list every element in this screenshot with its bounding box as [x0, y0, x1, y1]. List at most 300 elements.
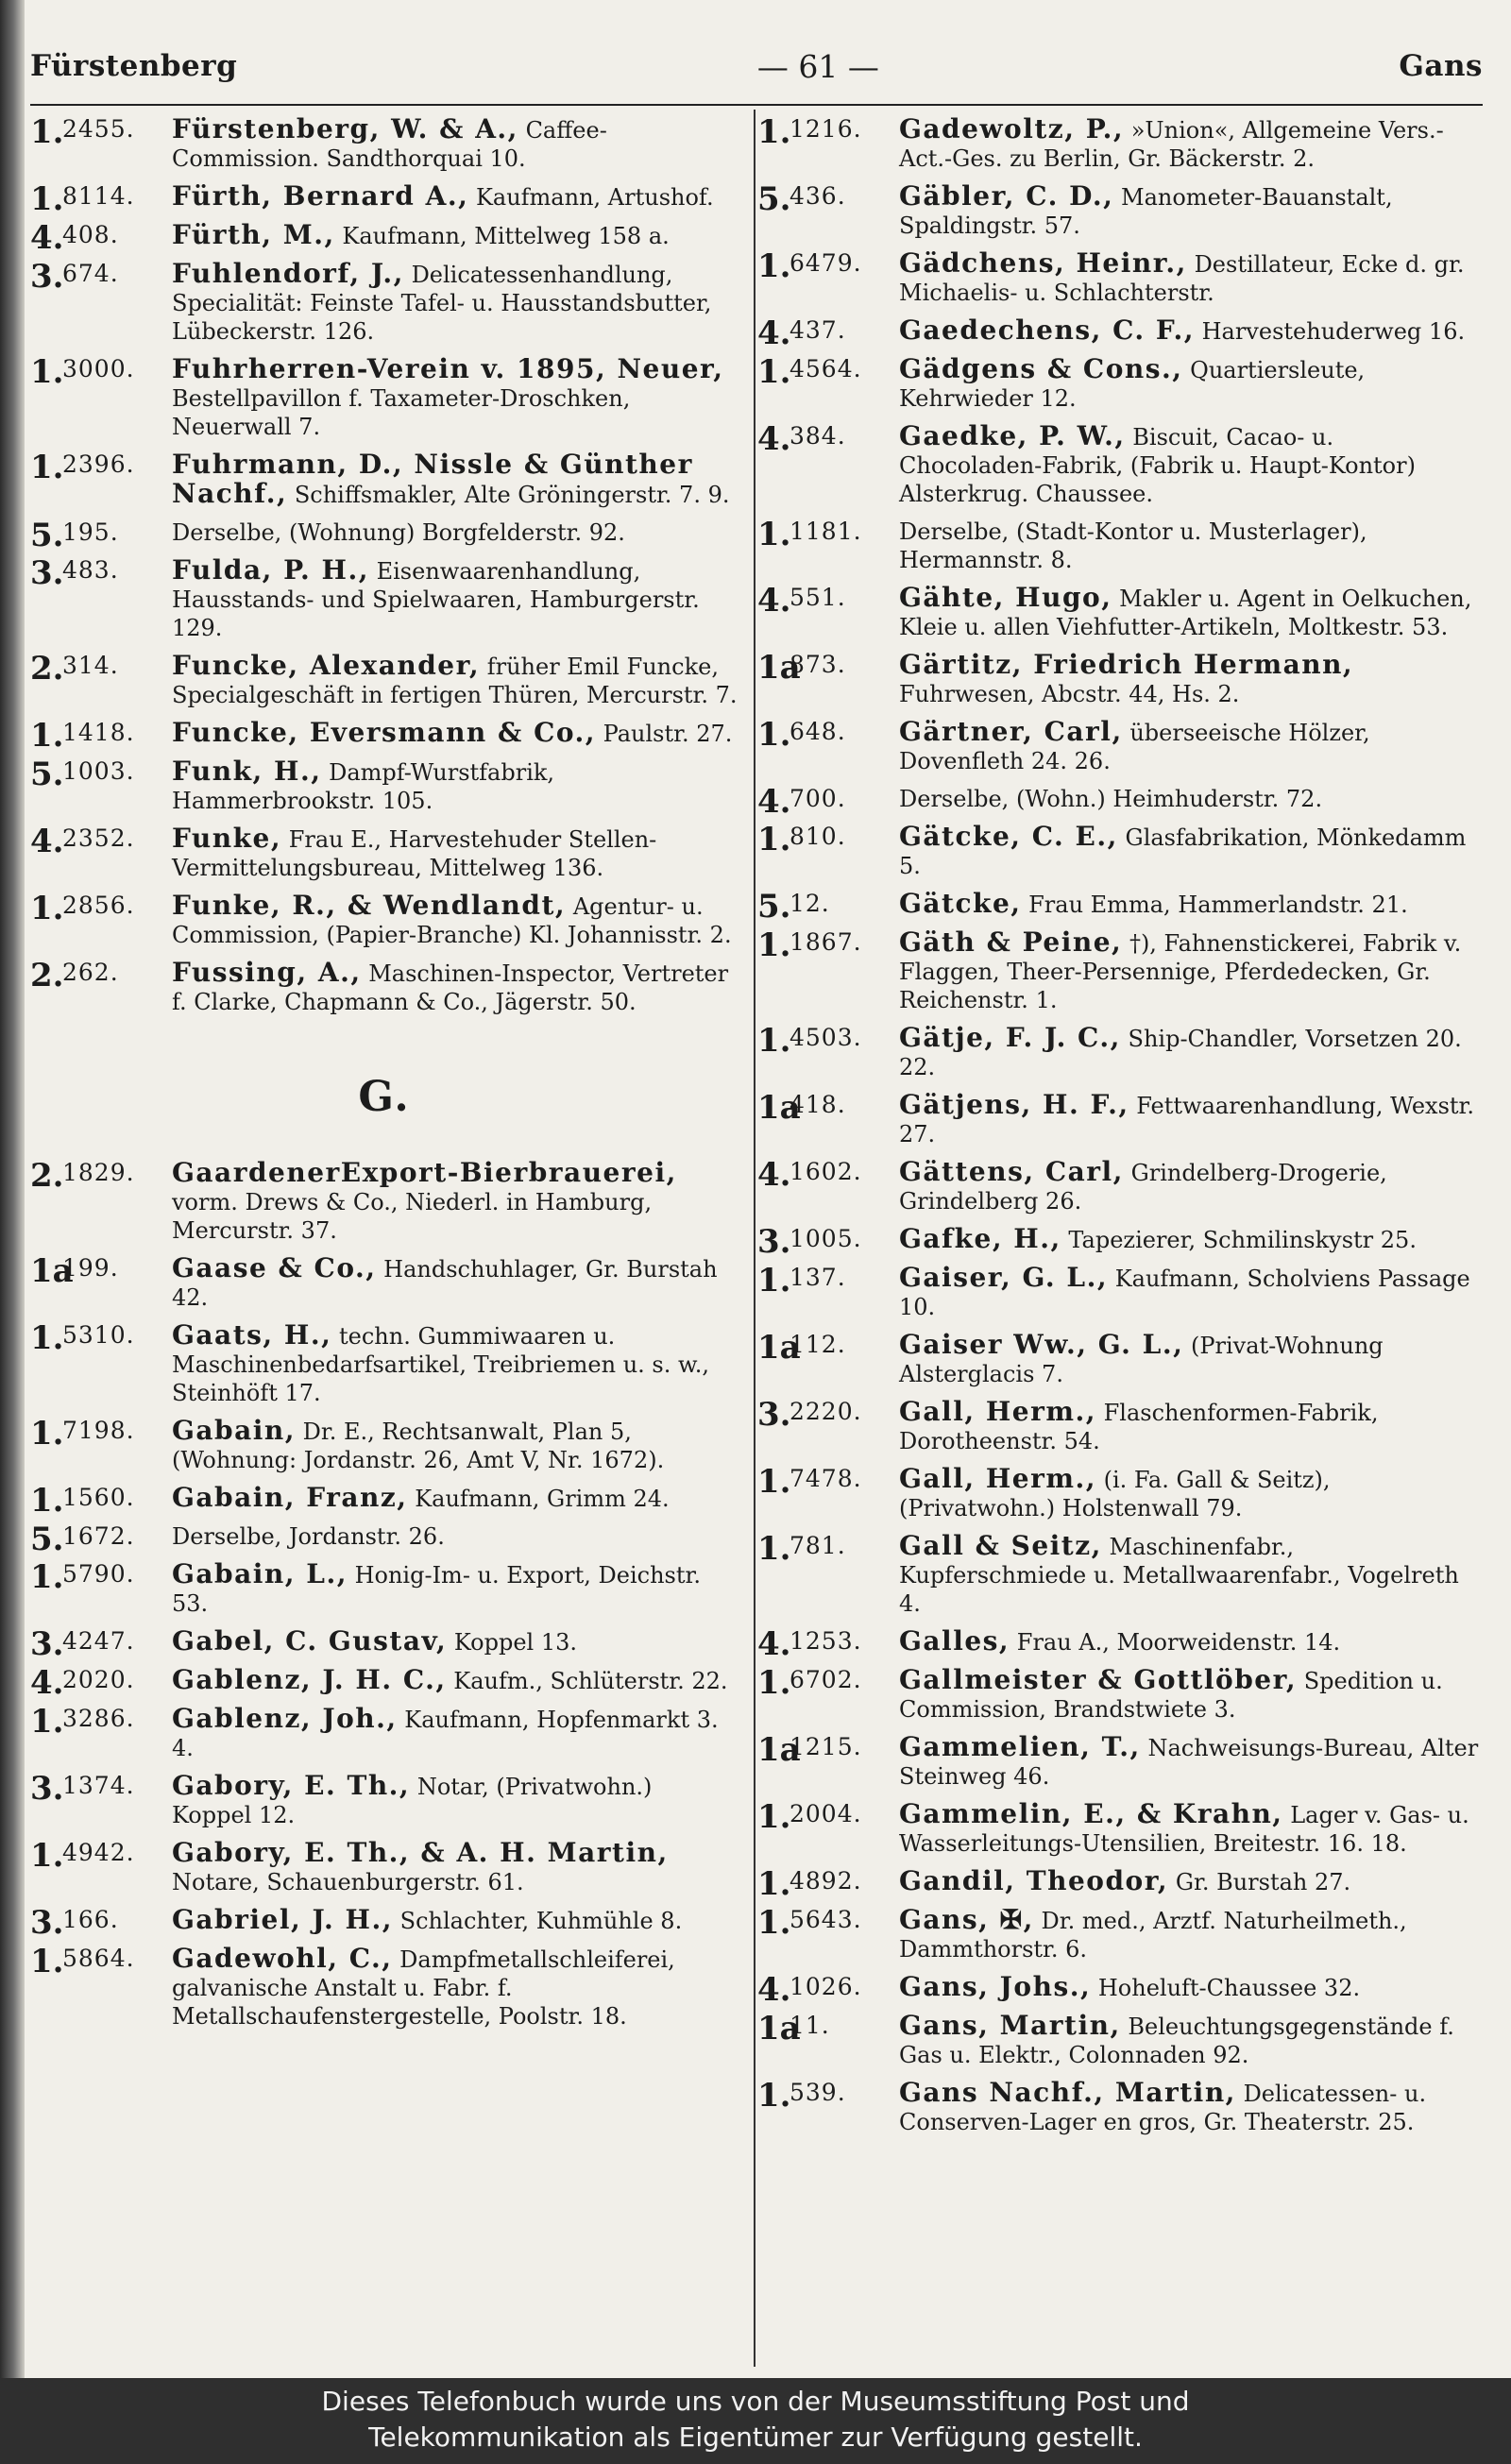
subscriber-name: Gablenz, J. H. C., — [172, 1664, 447, 1695]
subscriber-name: Galles, — [899, 1625, 1010, 1657]
subscriber-details: Maschinen-Inspector, Vertreter f. Clarke, Chapmann & Co., Jägerstr. 50. — [172, 960, 729, 1015]
subscriber-name: Fürth, Bernard A., — [172, 180, 469, 212]
entry-number — [30, 1482, 172, 1520]
subscriber-details: Schlachter, Kuhmühle 8. — [399, 1908, 683, 1934]
phone-number: 1026. — [789, 1973, 862, 2000]
directory-entry — [30, 757, 739, 815]
entry-number — [30, 180, 172, 218]
subscriber-name: Gall, Herm., — [899, 1396, 1096, 1427]
phone-number: 199. — [62, 1254, 119, 1282]
exchange-prefix: 1a — [757, 1329, 801, 1367]
entry-number — [757, 1396, 899, 1434]
subscriber-details: Dr. E., Rechtsanwalt, Plan 5, (Wohnung: Jordanstr. 26, Amt V, Nr. 1672). — [172, 1419, 665, 1473]
phone-number: 1003. — [62, 757, 135, 785]
entry-number — [30, 517, 172, 554]
directory-entry — [757, 2079, 1481, 2136]
exchange-prefix: 1a — [757, 2010, 801, 2048]
phone-number: 418. — [789, 1091, 846, 1118]
exchange-prefix: 1. — [757, 516, 791, 553]
subscriber-details: techn. Gummiwaaren u. Maschinenbedarfsartikel, Treibriemen u. s. w., Steinhöft 17. — [172, 1323, 709, 1406]
phone-number: 539. — [789, 2079, 846, 2106]
phone-number: 700. — [789, 785, 846, 812]
subscriber-details: Bestellpavillon f. Taxameter-Droschken, Neuerwall 7. — [172, 385, 631, 440]
directory-entry — [757, 1906, 1481, 1963]
entry-number — [757, 1865, 899, 1903]
directory-entry — [757, 1532, 1481, 1618]
exchange-prefix: 1. — [757, 1904, 791, 1942]
exchange-prefix: 1. — [30, 1319, 64, 1357]
subscriber-details: Gr. Burstah 27. — [1175, 1869, 1351, 1895]
subscriber-details: Agentur- u. Commission, (Papier-Branche) Kl. Johannisstr. 2. — [172, 893, 732, 948]
section-letter: G. — [358, 1073, 411, 1121]
entry-number — [30, 449, 172, 486]
exchange-prefix: 1. — [30, 1943, 64, 1980]
subscriber-name: Gätjens, H. F., — [899, 1089, 1129, 1120]
directory-entry — [757, 1024, 1481, 1081]
exchange-prefix: 1. — [757, 1022, 791, 1060]
subscriber-details: Frau E., Harvestehuder Stellen-Vermittelungsbureau, Mittelweg 136. — [172, 826, 657, 881]
phone-number: 5790. — [62, 1560, 135, 1588]
exchange-prefix: 1. — [30, 1703, 64, 1741]
subscriber-name: Gädgens & Cons., — [899, 353, 1183, 384]
entry-number — [30, 554, 172, 592]
entry-number — [757, 1664, 899, 1702]
subscriber-name: Gabain, Franz, — [172, 1482, 408, 1513]
directory-entry — [30, 1772, 739, 1829]
directory-entry — [757, 1331, 1481, 1388]
directory-entry — [757, 718, 1481, 775]
entry-number — [30, 1415, 172, 1453]
entry-number — [30, 823, 172, 860]
subscriber-name: Fuhrmann, D., Nissle & Günther Nachf., — [172, 449, 693, 509]
exchange-prefix: 4. — [757, 420, 791, 458]
subscriber-details: Kaufmann, Artushof. — [475, 184, 714, 211]
directory-entry — [30, 1521, 739, 1558]
subscriber-details: Nachweisungs-Bureau, Alter Steinweg 46. — [899, 1735, 1479, 1790]
phone-number: 4247. — [62, 1627, 135, 1655]
subscriber-details: Flaschenformen-Fabrik, Dorotheenstr. 54. — [899, 1400, 1379, 1454]
directory-entry — [757, 1666, 1481, 1724]
exchange-prefix: 1. — [757, 1798, 791, 1836]
directory-entry — [30, 1945, 739, 2031]
entry-number — [30, 1904, 172, 1942]
subscriber-name: Gans Nachf., Martin, — [899, 2077, 1236, 2108]
subscriber-name: Fussing, A., — [172, 957, 362, 988]
entry-number — [30, 1558, 172, 1596]
subscriber-details: Honig-Im- u. Export, Deichstr. 53. — [172, 1562, 701, 1617]
subscriber-name: Gans, ✠, — [899, 1904, 1034, 1935]
subscriber-details: Kaufm., Schlüterstr. 22. — [453, 1668, 728, 1694]
directory-entry — [30, 892, 739, 949]
subscriber-details: Delicatessenhandlung, Specialität: Feinste Tafel- u. Hausstandsbutter, Lübeckerstr. 126. — [172, 262, 712, 345]
directory-entry — [30, 1417, 739, 1474]
entry-number — [757, 1530, 899, 1568]
subscriber-details: Quartiersleute, Kehrwieder 12. — [899, 357, 1366, 412]
entry-number — [30, 1521, 172, 1558]
subscriber-details: Beleuchtungsgegenstände f. Gas u. Elektr., Colonnaden 92. — [899, 2014, 1454, 2068]
directory-entry — [30, 556, 739, 642]
page-header — [30, 42, 1483, 91]
directory-entry — [757, 888, 1481, 926]
subscriber-details: Handschuhlager, Gr. Burstah 42. — [172, 1256, 718, 1311]
exchange-prefix: 1. — [30, 890, 64, 927]
phone-number: 6479. — [789, 249, 862, 277]
directory-entry — [757, 1733, 1481, 1791]
entry-number — [757, 247, 899, 285]
subscriber-name: Funcke, Eversmann & Co., — [172, 717, 597, 748]
entry-number — [757, 314, 899, 352]
phone-number: 1672. — [62, 1522, 135, 1550]
subscriber-details: Dampfmetallschleiferei, galvanische Anstalt u. Fabr. f. Metallschaufenstergestelle, Poolstr. 18. — [172, 1946, 675, 2030]
directory-entry — [30, 1664, 739, 1702]
subscriber-details: Dampf-Wurstfabrik, Hammerbrookstr. 105. — [172, 759, 555, 814]
entry-number — [757, 582, 899, 620]
directory-entry — [30, 959, 739, 1016]
subscriber-details: Derselbe, (Wohn.) Heimhuderstr. 72. — [899, 786, 1323, 812]
phone-number: 11. — [789, 2012, 830, 2039]
subscriber-name: Gadewoltz, P., — [899, 113, 1125, 144]
exchange-prefix: 3. — [30, 258, 64, 296]
exchange-prefix: 1. — [757, 1530, 791, 1568]
phone-number: 2004. — [789, 1800, 862, 1827]
entry-number — [757, 1904, 899, 1942]
exchange-prefix: 4. — [30, 1664, 64, 1702]
entry-number — [757, 1463, 899, 1501]
directory-entry — [757, 1158, 1481, 1215]
exchange-prefix: 4. — [757, 1156, 791, 1194]
right-column — [757, 115, 1481, 2146]
phone-number: 5864. — [62, 1945, 135, 1972]
entry-number — [30, 957, 172, 994]
directory-entry — [30, 115, 739, 173]
subscriber-details: Glasfabrikation, Mönkedamm 5. — [899, 824, 1467, 879]
exchange-prefix: 5. — [30, 1521, 64, 1558]
directory-entry — [30, 652, 739, 709]
phone-number: 314. — [62, 652, 119, 679]
exchange-prefix: 1. — [30, 353, 64, 391]
exchange-prefix: 1. — [757, 926, 791, 964]
subscriber-name: Gätcke, C. E., — [899, 821, 1118, 852]
entry-number — [757, 2010, 899, 2048]
directory-entry — [30, 1904, 739, 1942]
entry-number — [757, 1971, 899, 2009]
subscriber-name: Gaiser Ww., G. L., — [899, 1329, 1184, 1360]
directory-entry — [757, 928, 1481, 1014]
subscriber-details: Destillateur, Ecke d. gr. Michaelis- u. Schlachterstr. — [899, 251, 1465, 306]
phone-number: 112. — [789, 1331, 846, 1358]
exchange-prefix: 1. — [757, 1664, 791, 1702]
entry-number — [30, 219, 172, 257]
directory-entry — [757, 651, 1481, 708]
entry-number — [757, 1223, 899, 1261]
exchange-prefix: 1. — [30, 717, 64, 755]
directory-entry — [757, 249, 1481, 307]
phone-number: 384. — [789, 422, 846, 450]
subscriber-name: Fürth, M., — [172, 219, 335, 250]
subscriber-name: Gammelien, T., — [899, 1731, 1141, 1762]
entry-number — [757, 1022, 899, 1060]
directory-entry — [757, 1398, 1481, 1455]
phone-number: 4892. — [789, 1867, 862, 1895]
directory-entry — [30, 355, 739, 441]
subscriber-details: Koppel 13. — [453, 1629, 577, 1656]
entry-number — [757, 1156, 899, 1194]
subscriber-details: Kaufmann, Scholviens Passage 10. — [899, 1266, 1470, 1320]
subscriber-details: Derselbe, (Wohnung) Borgfelderstr. 92. — [172, 519, 625, 546]
entry-number — [757, 888, 899, 926]
directory-entry — [30, 450, 739, 509]
subscriber-name: Gall, Herm., — [899, 1463, 1096, 1494]
exchange-prefix: 1. — [757, 716, 791, 754]
subscriber-name: Gallmeister & Gottlöber, — [899, 1664, 1298, 1695]
subscriber-details: Hoheluft-Chaussee 32. — [1097, 1975, 1361, 2001]
exchange-prefix: 5. — [30, 517, 64, 554]
subscriber-details: Paulstr. 27. — [603, 721, 733, 747]
phone-number: 1215. — [789, 1733, 862, 1760]
subscriber-name: Gans, Martin, — [899, 2010, 1121, 2041]
left-column — [30, 115, 739, 2040]
directory-entry — [30, 1839, 739, 1896]
exchange-prefix: 1. — [30, 1482, 64, 1520]
exchange-prefix: 4. — [757, 1625, 791, 1663]
subscriber-name: Gabel, C. Gustav, — [172, 1625, 448, 1657]
subscriber-details: Notar, (Privatwohn.) Koppel 12. — [172, 1774, 653, 1828]
entry-number — [30, 113, 172, 151]
entry-number — [30, 1625, 172, 1663]
directory-entry — [30, 517, 739, 554]
entry-number — [30, 717, 172, 755]
subscriber-details: Dr. med., Arztf. Naturheilmeth., Dammthorstr. 6. — [899, 1908, 1407, 1963]
phone-number: 408. — [62, 221, 119, 248]
subscriber-name: Gätcke, — [899, 888, 1022, 919]
directory-entry — [757, 584, 1481, 641]
entry-number — [757, 2077, 899, 2115]
entry-number — [757, 353, 899, 391]
subscriber-details: Frau Emma, Hammerlandstr. 21. — [1028, 892, 1408, 918]
phone-number: 648. — [789, 718, 846, 745]
directory-entry — [757, 1264, 1481, 1321]
exchange-prefix: 1. — [30, 113, 64, 151]
phone-number: 137. — [789, 1264, 846, 1291]
subscriber-details: Kaufmann, Hopfenmarkt 3. 4. — [172, 1707, 719, 1761]
directory-entry — [30, 180, 739, 218]
exchange-prefix: 3. — [30, 1770, 64, 1808]
subscriber-details: Biscuit, Cacao- u. Chocoladen-Fabrik, (Fabrik u. Haupt-Kontor) Alsterkrug. Chaussee. — [899, 424, 1416, 507]
entry-number — [30, 1252, 172, 1290]
phone-number: 5643. — [789, 1906, 862, 1933]
exchange-prefix: 5. — [757, 888, 791, 926]
phone-number: 1253. — [789, 1627, 862, 1655]
subscriber-name: Fuhrherren-Verein v. 1895, Neuer, — [172, 353, 724, 384]
subscriber-details: †), Fahnenstickerei, Fabrik v. Flaggen, Theer-Persennige, Pferdedecken, Gr. Reichenstr. 1. — [899, 930, 1462, 1013]
exchange-prefix: 1. — [757, 1262, 791, 1300]
subscriber-name: Gablenz, Joh., — [172, 1703, 398, 1734]
subscriber-details: früher Emil Funcke, Specialgeschäft in fertigen Thüren, Mercurstr. 7. — [172, 654, 738, 708]
exchange-prefix: 1a — [757, 1731, 801, 1769]
subscriber-details: (i. Fa. Gall & Seitz), (Privatwohn.) Holstenwall 79. — [899, 1467, 1331, 1521]
entry-number — [30, 1157, 172, 1195]
subscriber-details: überseeische Hölzer, Dovenfleth 24. 26. — [899, 720, 1370, 774]
directory-entry — [757, 1865, 1481, 1903]
phone-number: 1181. — [789, 518, 862, 545]
subscriber-name: Gärtitz, Friedrich Hermann, — [899, 649, 1354, 680]
phone-number: 1560. — [62, 1484, 135, 1511]
subscriber-details: Caffee-Commission. Sandthorquai 10. — [172, 117, 607, 172]
subscriber-details: Kaufmann, Mittelweg 158 a. — [342, 223, 670, 249]
phone-number: 7198. — [62, 1417, 135, 1444]
exchange-prefix: 1. — [757, 821, 791, 858]
subscriber-details: Lager v. Gas- u. Wasserleitungs-Utensilien, Breitestr. 16. 18. — [899, 1802, 1469, 1857]
entry-number — [757, 1798, 899, 1836]
subscriber-name: Gäbler, C. D., — [899, 180, 1114, 212]
subscriber-name: Gättens, Carl, — [899, 1156, 1124, 1187]
phone-number: 3000. — [62, 355, 135, 382]
directory-entry — [30, 1560, 739, 1618]
subscriber-name: Gärtner, Carl, — [899, 716, 1123, 747]
directory-entry — [30, 1321, 739, 1407]
entry-number — [30, 1943, 172, 1980]
subscriber-name: Gabain, — [172, 1415, 297, 1446]
exchange-prefix: 1. — [757, 1865, 791, 1903]
entry-number — [757, 113, 899, 151]
exchange-prefix: 1. — [757, 247, 791, 285]
directory-entry — [757, 314, 1481, 352]
exchange-prefix: 1. — [757, 353, 791, 391]
exchange-prefix: 1. — [757, 113, 791, 151]
directory-entry — [757, 422, 1481, 508]
directory-entry — [30, 1625, 739, 1663]
phone-number: 12. — [789, 890, 830, 917]
subscriber-details: Frau A., Moorweidenstr. 14. — [1016, 1629, 1341, 1656]
entry-number — [30, 1319, 172, 1357]
subscriber-name: Gaase & Co., — [172, 1252, 377, 1283]
column-divider — [754, 110, 756, 2367]
subscriber-details: Maschinenfabr., Kupferschmiede u. Metallwaarenfabr., Vogelreth 4. — [899, 1534, 1459, 1617]
phone-number: 1867. — [789, 928, 862, 956]
footer-notice — [0, 2378, 1511, 2464]
directory-entry — [757, 783, 1481, 821]
exchange-prefix: 3. — [30, 554, 64, 592]
header-rule — [30, 104, 1483, 106]
entry-number — [30, 650, 172, 688]
entry-number — [30, 353, 172, 391]
exchange-prefix: 4. — [757, 582, 791, 620]
phone-number: 781. — [789, 1532, 846, 1559]
subscriber-details: Derselbe, Jordanstr. 26. — [172, 1523, 445, 1550]
directory-entry — [757, 1625, 1481, 1663]
entry-number — [757, 1089, 899, 1127]
subscriber-details: Kaufmann, Grimm 24. — [415, 1486, 670, 1512]
exchange-prefix: 2. — [30, 1157, 64, 1195]
subscriber-details: Notare, Schauenburgerstr. 61. — [172, 1869, 524, 1895]
phone-number: 483. — [62, 556, 119, 584]
phone-number: 2020. — [62, 1666, 135, 1693]
entry-number — [30, 258, 172, 296]
exchange-prefix: 4. — [30, 219, 64, 257]
phone-number: 1829. — [62, 1159, 135, 1186]
exchange-prefix: 5. — [757, 180, 791, 218]
subscriber-details: Fuhrwesen, Abcstr. 44, Hs. 2. — [899, 681, 1240, 707]
subscriber-name: Gandil, Theodor, — [899, 1865, 1169, 1896]
header-first-entry: Fürstenberg — [30, 49, 238, 83]
phone-number: 3286. — [62, 1705, 135, 1732]
phone-number: 436. — [789, 182, 846, 210]
subscriber-name: Gafke, H., — [899, 1223, 1061, 1254]
entry-number — [757, 1625, 899, 1663]
directory-entry — [30, 219, 739, 257]
directory-entry — [30, 1254, 739, 1312]
phone-number: 1374. — [62, 1772, 135, 1799]
subscriber-details: Harvestehuderweg 16. — [1201, 318, 1466, 345]
exchange-prefix: 1. — [30, 1558, 64, 1596]
directory-entry — [30, 1159, 739, 1245]
entry-number — [757, 649, 899, 687]
subscriber-name: Gammelin, E., & Krahn, — [899, 1798, 1283, 1829]
phone-number: 1216. — [789, 115, 862, 143]
phone-number: 873. — [789, 651, 846, 678]
phone-number: 2455. — [62, 115, 135, 143]
subscriber-name: Funke, — [172, 823, 282, 854]
subscriber-name: Fulda, P. H., — [172, 554, 369, 586]
subscriber-details: vorm. Drews & Co., Niederl. in Hamburg, Mercurstr. 37. — [172, 1189, 653, 1244]
subscriber-name: Gäth & Peine, — [899, 926, 1123, 958]
directory-entry — [757, 1091, 1481, 1148]
subscriber-name: Fuhlendorf, J., — [172, 258, 404, 289]
subscriber-details: Fettwaarenhandlung, Wexstr. 27. — [899, 1093, 1474, 1147]
subscriber-details: Spedition u. Commission, Brandstwiete 3. — [899, 1668, 1443, 1723]
header-last-entry: Gans — [1399, 49, 1483, 83]
subscriber-details: Manometer-Bauanstalt, Spaldingstr. 57. — [899, 184, 1393, 239]
subscriber-details: Ship-Chandler, Vorsetzen 20. 22. — [899, 1026, 1462, 1080]
entry-number — [757, 716, 899, 754]
subscriber-details: Schiffsmakler, Alte Gröningerstr. 7. 9. — [294, 482, 730, 508]
exchange-prefix: 3. — [757, 1223, 791, 1261]
phone-number: 195. — [62, 518, 119, 546]
subscriber-name: Gabain, L., — [172, 1558, 348, 1589]
phone-number: 2396. — [62, 450, 135, 478]
entry-number — [30, 756, 172, 793]
subscriber-name: Gätje, F. J. C., — [899, 1022, 1121, 1053]
directory-entry — [30, 260, 739, 346]
phone-number: 2220. — [789, 1398, 862, 1425]
subscriber-details: Makler u. Agent in Oelkuchen, Kleie u. allen Viehfutter-Artikeln, Moltkestr. 53. — [899, 586, 1472, 640]
entry-number — [757, 1262, 899, 1300]
directory-entry — [757, 1971, 1481, 2009]
phone-number: 262. — [62, 959, 119, 986]
phone-number: 4942. — [62, 1839, 135, 1866]
page-number: — 61 — — [756, 47, 879, 85]
entry-number — [757, 821, 899, 858]
entry-number — [757, 1731, 899, 1769]
subscriber-details: (Privat-Wohnung Alsterglacis 7. — [899, 1333, 1384, 1387]
exchange-prefix: 4. — [757, 314, 791, 352]
exchange-prefix: 5. — [30, 756, 64, 793]
subscriber-name: Gall & Seitz, — [899, 1530, 1102, 1561]
exchange-prefix: 1. — [30, 1415, 64, 1453]
exchange-prefix: 2. — [30, 957, 64, 994]
exchange-prefix: 3. — [757, 1396, 791, 1434]
book-binding-edge — [0, 0, 25, 2378]
subscriber-name: Gans, Johs., — [899, 1971, 1092, 2002]
subscriber-name: Fürstenberg, W. & A., — [172, 113, 518, 144]
exchange-prefix: 3. — [30, 1625, 64, 1663]
exchange-prefix: 1. — [30, 180, 64, 218]
entry-number — [30, 890, 172, 927]
subscriber-name: Funk, H., — [172, 756, 322, 787]
subscriber-details: »Union«, Allgemeine Vers.-Act.-Ges. zu Berlin, Gr. Bäckerstr. 2. — [899, 117, 1444, 172]
phone-number: 4503. — [789, 1024, 862, 1051]
subscriber-name: Gabory, E. Th., & A. H. Martin, — [172, 1837, 669, 1868]
